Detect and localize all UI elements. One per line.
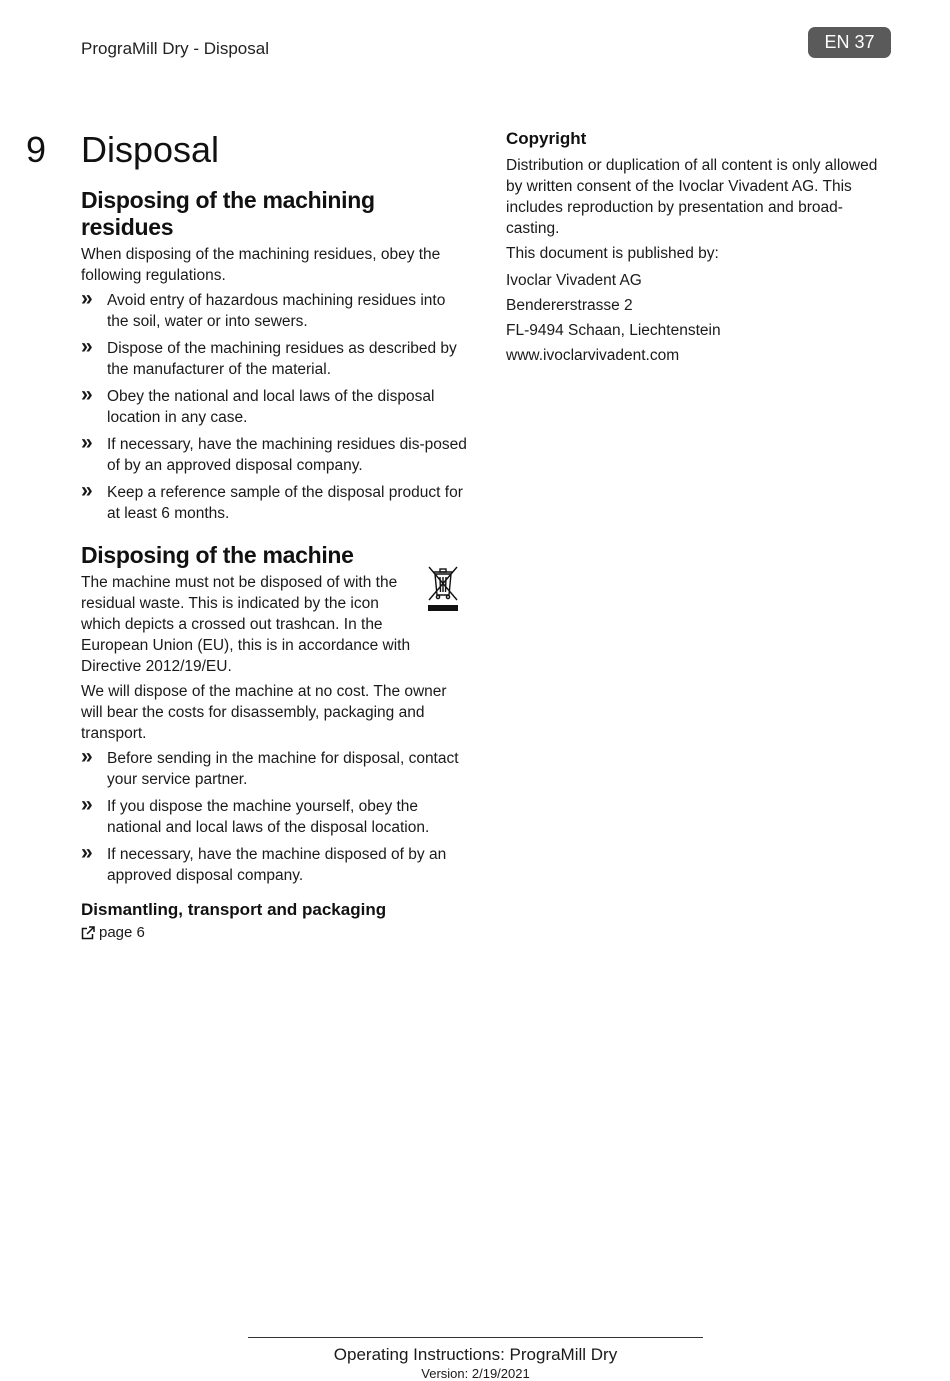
page-number-badge: EN 37 <box>808 27 891 58</box>
list-item: » Before sending in the machine for disposal, contact your service partner. <box>81 745 459 788</box>
chevron-bullet-icon: » <box>81 287 93 310</box>
list-item: » If you dispose the machine yourself, obey the national and local laws of the disposal location. <box>81 793 430 836</box>
list-item: » Dispose of the machining residues as described by the manufacturer of the material. <box>81 335 457 378</box>
external-link-icon <box>81 926 95 940</box>
footer-divider <box>248 1337 703 1338</box>
chevron-bullet-icon: » <box>81 383 93 406</box>
machine-heading: Disposing of the machine <box>81 542 354 568</box>
list-item: » If necessary, have the machine disposed of by an approved disposal company. <box>81 841 447 884</box>
residues-intro: When disposing of the machining residues, obey the following regulations. <box>81 246 441 284</box>
machine-intro-block <box>81 572 471 677</box>
list-item: » Obey the national and local laws of the disposal location in any case. <box>81 383 435 426</box>
machine-cost-text: We will dispose of the machine at no cost. The owner will bear the costs for disassembly, packaging and transport. <box>81 683 447 742</box>
copyright-text: Distribution or duplication of all content is only allowed by written consent of the Ivoclar Vivadent AG. This includes reproduction by presentation and broad-casting. <box>506 157 878 237</box>
company-website[interactable]: www.ivoclarvivadent.com <box>506 347 680 364</box>
footer-title: Operating Instructions: PrograMill Dry <box>333 1345 618 1364</box>
company-street: Bendererstrasse 2 <box>506 297 633 314</box>
chevron-bullet-icon: » <box>81 479 93 502</box>
machine-list <box>81 745 471 886</box>
dismantling-heading: Dismantling, transport and packaging <box>81 900 387 919</box>
company-name: Ivoclar Vivadent AG <box>506 272 642 289</box>
right-column <box>506 129 896 368</box>
list-item: » Avoid entry of hazardous machining residues into the soil, water or into sewers. <box>81 287 446 330</box>
machine-intro: The machine must not be disposed of with the residual waste. This is indicated by the icon which depicts a crossed out trashcan. In the European Union (EU), this is in accordance with Directive 2012/19/EU. <box>81 574 411 675</box>
company-city: FL-9494 Schaan, Liechtenstein <box>506 322 721 339</box>
header-title: PrograMill Dry - Disposal <box>81 39 269 58</box>
published-by-text: This document is published by: <box>506 245 719 262</box>
dismantling-section <box>81 900 471 941</box>
list-item: » If necessary, have the machining residues dis-posed of by an approved disposal company. <box>81 431 467 474</box>
chevron-bullet-icon: » <box>81 793 93 816</box>
chapter-title: Disposal <box>81 129 220 170</box>
chevron-bullet-icon: » <box>81 745 93 768</box>
copyright-section <box>506 129 896 368</box>
residues-list <box>81 287 471 524</box>
chevron-bullet-icon: » <box>81 335 93 358</box>
crossed-out-trashcan-icon <box>425 563 461 613</box>
left-column <box>81 187 471 941</box>
page-reference-link[interactable] <box>81 924 471 941</box>
chevron-bullet-icon: » <box>81 431 93 454</box>
residues-heading: Disposing of the machining residues <box>81 187 375 240</box>
list-item: » Keep a reference sample of the disposal product for at least 6 months. <box>81 479 463 522</box>
chapter-number: 9 <box>26 129 47 170</box>
chevron-bullet-icon: » <box>81 841 93 864</box>
residues-section <box>81 187 471 524</box>
machine-section <box>81 542 471 886</box>
copyright-heading: Copyright <box>506 129 587 148</box>
footer-version: Version: 2/19/2021 <box>421 1366 530 1381</box>
page-reference-text: page 6 <box>99 924 145 941</box>
